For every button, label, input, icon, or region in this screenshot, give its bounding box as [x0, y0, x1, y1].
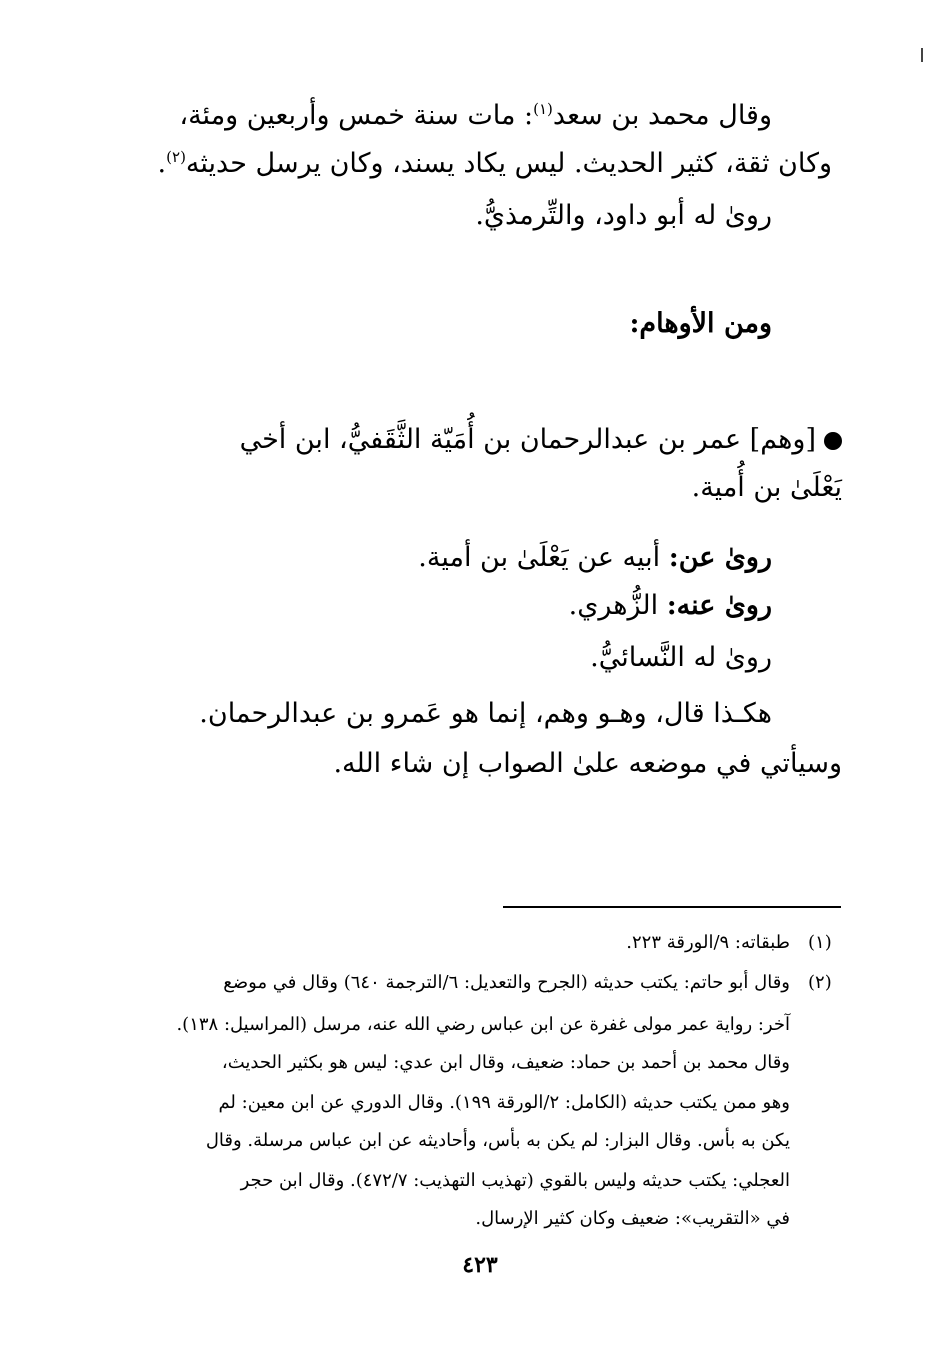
text-run: : مات سنة خمس وأربعين ومئة،	[179, 100, 534, 131]
footnote-line: وقال محمد بن أحمد بن حماد: ضعيف، وقال ابن عدي: ليس هو بكثير الحديث،	[221, 1052, 790, 1073]
text-run: وكان ثقة، كثير الحديث. ليس يكاد يسند، وكان يرسل حديثه	[185, 148, 832, 179]
entry-line: يَعْلَىٰ بن أُمية.	[691, 472, 842, 503]
narrators-to-text: الزُّهري.	[568, 590, 659, 621]
edge-mark	[921, 48, 923, 62]
text-run: .	[157, 148, 167, 179]
footnote-line: وهو ممن يكتب حديثه (الكامل: ٢/الورقة ١٩٩). وقال الدوري عن ابن معين: لم	[218, 1092, 790, 1113]
narrators-from-text: أبيه عن يَعْلَىٰ بن أمية.	[418, 542, 661, 573]
footnote-line: في «التقريب»: ضعيف وكان كثير الإرسال.	[475, 1208, 790, 1229]
narrators-from	[418, 538, 772, 578]
section-heading: ومن الأوهام:	[629, 308, 772, 339]
main-text	[140, 0, 842, 800]
narrators-from-label: روىٰ عن:	[668, 542, 772, 573]
footnote-marker: (١)	[533, 100, 553, 118]
entry-line	[240, 420, 842, 460]
footnote-rule	[503, 906, 841, 908]
footnote-line: يكن به بأس. وقال البزار: لم يكن به بأس، وأحاديثه عن ابن عباس مرسلة. وقال	[205, 1130, 790, 1151]
bullet-icon	[824, 432, 842, 450]
text-run: وقال محمد بن سعد	[552, 100, 772, 131]
entry-title: [وهم] عمر بن عبدالرحمان بن أُمَيّة الثَّقَفيُّ، ابن أخي	[239, 424, 816, 455]
footnote-text: طبقاته: ٩/الورقة ٢٢٣.	[626, 932, 790, 953]
paragraph-line: روىٰ له أبو داود، والتِّرمذيُّ.	[475, 200, 772, 231]
footnote-number: (٢)	[808, 972, 832, 993]
footnote-line: العجلي: يكتب حديثه وليس بالقوي (تهذيب التهذيب: ٤٧٢/٧). وقال ابن حجر	[240, 1170, 790, 1191]
footnote-line: وقال أبو حاتم: يكتب حديثه (الجرح والتعديل: ٦/الترجمة ٦٤٠) وقال في موضع	[223, 972, 790, 993]
narrators-to	[569, 586, 772, 626]
page-number: ٤٢٣	[462, 1252, 498, 1278]
paragraph-line: وسيأتي في موضعه علىٰ الصواب إن شاء الله.	[333, 748, 842, 779]
narrators-to-label: روىٰ عنه:	[666, 590, 772, 621]
footnote-marker: (٢)	[166, 148, 186, 166]
paragraph-line: هكـذا قال، وهـو وهم، إنما هو عَمرو بن عبدالرحمان.	[199, 698, 772, 729]
footnote-number: (١)	[808, 932, 832, 953]
paragraph-line	[179, 96, 772, 136]
paragraph-line	[158, 144, 832, 184]
narrated-by: روىٰ له النَّسائيُّ.	[590, 642, 772, 673]
footnote-line: آخر: رواية عمر مولى غفرة عن ابن عباس رضي الله عنه، مرسل (المراسيل: ١٣٨).	[176, 1014, 790, 1035]
